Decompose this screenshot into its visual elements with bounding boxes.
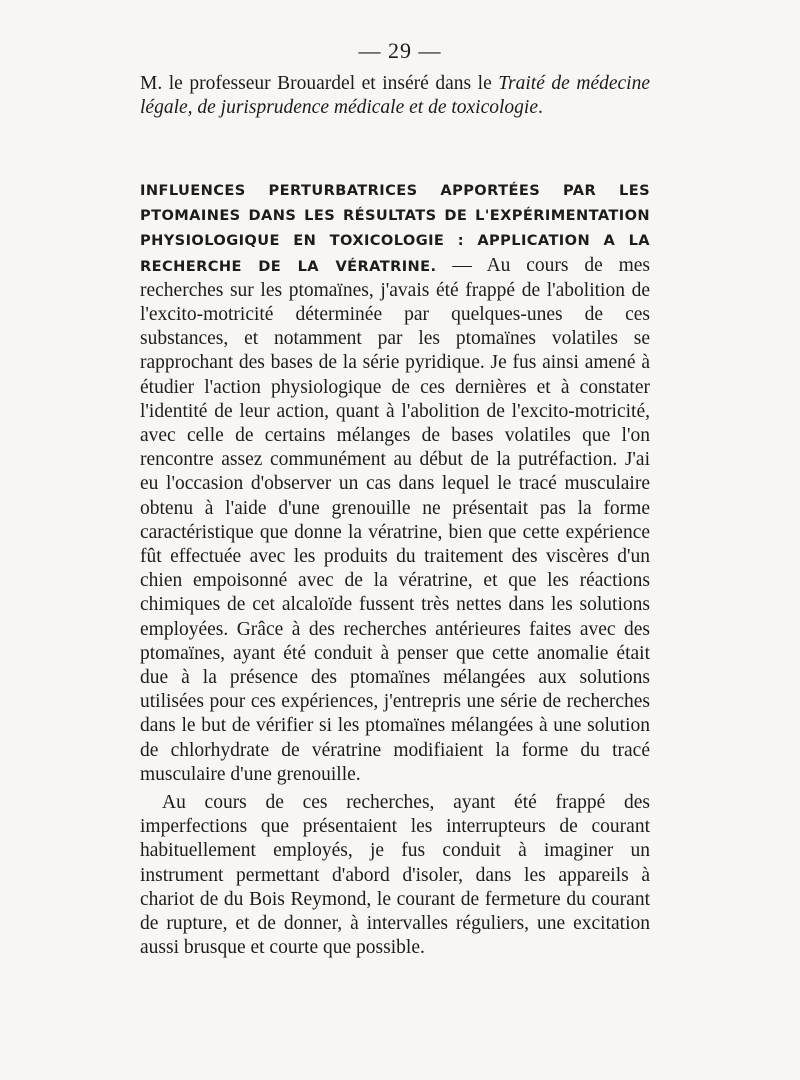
intro-prefix: M. le professeur Brouardel et inséré dans le xyxy=(140,73,499,94)
paragraph-1-body: — Au cours de mes recherches sur les ptomaïnes, j'avais été frappé de l'abolition de l'excito-motricité déterminée par quelques-unes de ces substances, et notamment par les ptomaïnes volatiles se rapprochant des bases de la série pyridique. Je fus ainsi amené à étudier l'action physiologique de ces dernières et à constater l'identité de leur action, quant à l'abolition de l'excito-motricité, avec celle de certains mélanges de bases volatiles que l'on rencontre assez communément au début de la putréfaction. J'ai eu l'occasion d'observer un cas dans lequel le tracé musculaire obtenu à l'aide d'une grenouille ne présentait pas la forme caractéristique que donne la vératrine, bien que cette expérience fût effectuée avec les produits du traitement des viscères d'un chien empoisonné avec de la vératrine, et que les réactions chimiques de cet alcaloïde fussent très nettes dans les solutions employées. Grâce à des recherches antérieures faites avec des ptomaïnes, ayant été conduit à penser que cette anomalie était due à la présence des ptomaïnes mélangées aux solutions utilisées pour ces expériences, j'entrepris une série de recherches dans le but de vérifier si les ptomaïnes mélangées à une solution de chlorhydrate de vératrine modifiaient la forme du tracé musculaire d'une grenouille. xyxy=(140,254,650,785)
section-paragraph-1 xyxy=(140,178,650,787)
intro-paragraph xyxy=(140,72,650,120)
section-heading: INFLUENCES PERTURBATRICES APPORTÉES PAR LES PTOMAINES DANS LES RÉSULTATS DE L'EXPÉRIMENTATION PHYSIOLOGIQUE EN TOXICOLOGIE : APPLICATION A LA RECHERCHE DE LA VÉRATRINE. xyxy=(140,182,650,275)
intro-book-title: Traité de médecine légale, de jurisprudence médicale et de toxicologie xyxy=(140,73,650,119)
section-veratrine xyxy=(140,178,650,961)
section-paragraph-2: Au cours de ces recherches, ayant été frappé des imperfections que présentaient les interrupteurs de courant habituellement employés, je fus conduit à imaginer un instrument permettant d'abord d'isoler, dans les appareils à chariot de du Bois Reymond, le courant de fermeture du courant de rupture, et de donner, à intervalles réguliers, une excitation aussi brusque et courte que possible. xyxy=(140,792,650,959)
page-number: — 29 — xyxy=(358,38,442,63)
intro-suffix: . xyxy=(538,97,543,119)
